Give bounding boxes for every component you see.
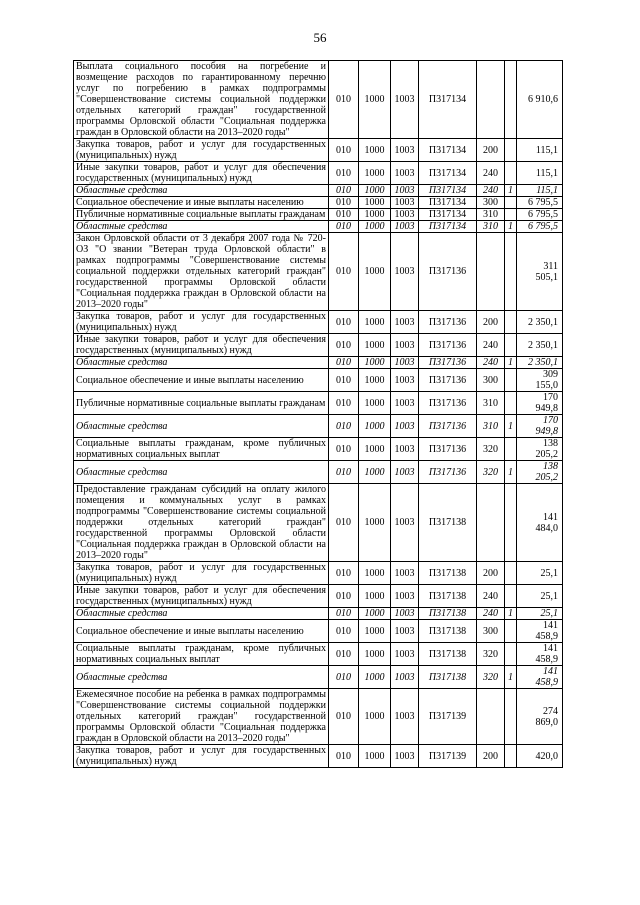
row-expense-type-cell: 310	[477, 221, 505, 233]
row-expense-type-cell: 320	[477, 666, 505, 689]
row-subsection-code-cell: 1003	[391, 392, 419, 415]
row-section-code-cell: 1000	[359, 139, 391, 162]
row-target-article-cell: П317136	[419, 461, 477, 484]
row-subsection-code-cell: 1003	[391, 334, 419, 357]
row-name-cell: Социальное обеспечение и иные выплаты населению	[74, 620, 329, 643]
row-subsection-code-cell: 1003	[391, 608, 419, 620]
row-target-article-cell: П317139	[419, 689, 477, 745]
row-expense-type-cell: 200	[477, 311, 505, 334]
row-amount-cell: 2 350,1	[517, 334, 563, 357]
row-name-cell: Публичные нормативные социальные выплаты гражданам	[74, 209, 329, 221]
row-section-code-cell: 1000	[359, 311, 391, 334]
row-name-cell: Предоставление гражданам субсидий на оплату жилого помещения и коммунальных услуг в рамках подпрограммы "Совершенствование системы социальной поддержки отдельных категорий граждан" государственной программы Орловской области "Социальная поддержка граждан в Орловской области на 2013–2020 годы"	[74, 484, 329, 562]
row-name-cell: Областные средства	[74, 357, 329, 369]
row-target-article-cell: П317139	[419, 745, 477, 768]
row-subsection-code-cell: 1003	[391, 585, 419, 608]
row-section-code-cell: 1000	[359, 438, 391, 461]
row-name-cell: Закупка товаров, работ и услуг для государственных (муниципальных) нужд	[74, 139, 329, 162]
row-expense-type-cell: 240	[477, 357, 505, 369]
table-row	[74, 484, 563, 562]
row-subsection-code-cell: 1003	[391, 643, 419, 666]
row-expense-type-cell: 240	[477, 608, 505, 620]
row-source-cell	[505, 438, 517, 461]
table-row	[74, 61, 563, 139]
row-target-article-cell: П317136	[419, 334, 477, 357]
row-gr-code-cell: 010	[329, 438, 359, 461]
row-expense-type-cell: 300	[477, 620, 505, 643]
table-row	[74, 369, 563, 392]
row-gr-code-cell: 010	[329, 745, 359, 768]
row-gr-code-cell: 010	[329, 562, 359, 585]
row-target-article-cell: П317136	[419, 311, 477, 334]
row-source-cell	[505, 197, 517, 209]
table-row	[74, 643, 563, 666]
row-subsection-code-cell: 1003	[391, 415, 419, 438]
row-gr-code-cell: 010	[329, 185, 359, 197]
row-amount-cell: 170 949,8	[517, 392, 563, 415]
row-name-cell: Социальное обеспечение и иные выплаты населению	[74, 369, 329, 392]
row-gr-code-cell: 010	[329, 392, 359, 415]
row-expense-type-cell: 320	[477, 438, 505, 461]
row-target-article-cell: П317136	[419, 369, 477, 392]
table-row	[74, 334, 563, 357]
row-target-article-cell: П317138	[419, 620, 477, 643]
row-target-article-cell: П317134	[419, 197, 477, 209]
table-row	[74, 162, 563, 185]
row-amount-cell: 141 458,9	[517, 666, 563, 689]
page-number: 56	[313, 30, 327, 45]
row-gr-code-cell: 010	[329, 666, 359, 689]
row-amount-cell: 25,1	[517, 585, 563, 608]
row-subsection-code-cell: 1003	[391, 221, 419, 233]
row-expense-type-cell: 200	[477, 745, 505, 768]
row-name-cell: Социальное обеспечение и иные выплаты населению	[74, 197, 329, 209]
row-expense-type-cell: 300	[477, 369, 505, 392]
row-name-cell: Областные средства	[74, 415, 329, 438]
row-target-article-cell: П317136	[419, 415, 477, 438]
row-section-code-cell: 1000	[359, 209, 391, 221]
row-amount-cell: 115,1	[517, 139, 563, 162]
row-gr-code-cell: 010	[329, 311, 359, 334]
row-section-code-cell: 1000	[359, 185, 391, 197]
table-row	[74, 608, 563, 620]
row-section-code-cell: 1000	[359, 369, 391, 392]
row-expense-type-cell: 310	[477, 392, 505, 415]
row-amount-cell: 420,0	[517, 745, 563, 768]
row-amount-cell: 311 505,1	[517, 233, 563, 311]
row-subsection-code-cell: 1003	[391, 438, 419, 461]
row-gr-code-cell: 010	[329, 369, 359, 392]
row-source-cell: 1	[505, 608, 517, 620]
row-amount-cell: 6 910,6	[517, 61, 563, 139]
row-source-cell	[505, 162, 517, 185]
table-row	[74, 139, 563, 162]
row-expense-type-cell: 240	[477, 585, 505, 608]
row-section-code-cell: 1000	[359, 357, 391, 369]
row-gr-code-cell: 010	[329, 233, 359, 311]
row-section-code-cell: 1000	[359, 666, 391, 689]
row-name-cell: Социальные выплаты гражданам, кроме публичных нормативных социальных выплат	[74, 643, 329, 666]
table-row	[74, 689, 563, 745]
row-source-cell: 1	[505, 666, 517, 689]
row-gr-code-cell: 010	[329, 608, 359, 620]
row-source-cell: 1	[505, 415, 517, 438]
row-subsection-code-cell: 1003	[391, 620, 419, 643]
row-expense-type-cell: 200	[477, 139, 505, 162]
row-section-code-cell: 1000	[359, 585, 391, 608]
row-subsection-code-cell: 1003	[391, 562, 419, 585]
row-source-cell: 1	[505, 221, 517, 233]
row-name-cell: Социальные выплаты гражданам, кроме публичных нормативных социальных выплат	[74, 438, 329, 461]
row-amount-cell: 170 949,8	[517, 415, 563, 438]
row-expense-type-cell: 240	[477, 162, 505, 185]
row-name-cell: Иные закупки товаров, работ и услуг для обеспечения государственных (муниципальных) нужд	[74, 334, 329, 357]
row-source-cell	[505, 369, 517, 392]
row-section-code-cell: 1000	[359, 620, 391, 643]
row-section-code-cell: 1000	[359, 643, 391, 666]
row-name-cell: Иные закупки товаров, работ и услуг для обеспечения государственных (муниципальных) нужд	[74, 585, 329, 608]
row-expense-type-cell: 310	[477, 415, 505, 438]
row-amount-cell: 138 205,2	[517, 438, 563, 461]
row-target-article-cell: П317134	[419, 139, 477, 162]
row-amount-cell: 141 458,9	[517, 620, 563, 643]
row-source-cell	[505, 392, 517, 415]
row-source-cell	[505, 311, 517, 334]
row-name-cell: Областные средства	[74, 608, 329, 620]
table-row	[74, 221, 563, 233]
row-target-article-cell: П317134	[419, 185, 477, 197]
row-amount-cell: 25,1	[517, 562, 563, 585]
row-section-code-cell: 1000	[359, 415, 391, 438]
row-target-article-cell: П317134	[419, 162, 477, 185]
table-row	[74, 233, 563, 311]
row-gr-code-cell: 010	[329, 61, 359, 139]
row-source-cell: 1	[505, 185, 517, 197]
table-row	[74, 209, 563, 221]
row-source-cell	[505, 61, 517, 139]
row-gr-code-cell: 010	[329, 585, 359, 608]
row-name-cell: Выплата социального пособия на погребение и возмещение расходов по гарантированному перечню услуг по погребению в рамках подпрограммы "Совершенствование системы социальной поддержки отдельных категорий граждан" государственной программы Орловской области "Социальная поддержка граждан в Орловской области на 2013–2020 годы"	[74, 61, 329, 139]
row-source-cell	[505, 484, 517, 562]
row-subsection-code-cell: 1003	[391, 745, 419, 768]
row-section-code-cell: 1000	[359, 197, 391, 209]
table-row	[74, 461, 563, 484]
row-name-cell: Областные средства	[74, 461, 329, 484]
row-subsection-code-cell: 1003	[391, 197, 419, 209]
row-gr-code-cell: 010	[329, 334, 359, 357]
row-name-cell: Закон Орловской области от 3 декабря 2007 года № 720-ОЗ "О звании "Ветеран труда Орловской области" в рамках подпрограммы "Совершенствование системы социальной поддержки отдельных категорий граждан" государственной программы Орловской области "Социальная поддержка граждан в Орловской области на 2013–2020 годы"	[74, 233, 329, 311]
row-section-code-cell: 1000	[359, 221, 391, 233]
row-target-article-cell: П317136	[419, 357, 477, 369]
row-expense-type-cell: 240	[477, 334, 505, 357]
row-amount-cell: 309 155,0	[517, 369, 563, 392]
row-section-code-cell: 1000	[359, 162, 391, 185]
row-expense-type-cell: 320	[477, 461, 505, 484]
row-name-cell: Областные средства	[74, 666, 329, 689]
row-section-code-cell: 1000	[359, 461, 391, 484]
table-row	[74, 357, 563, 369]
row-name-cell: Публичные нормативные социальные выплаты гражданам	[74, 392, 329, 415]
row-name-cell: Областные средства	[74, 185, 329, 197]
table-row	[74, 745, 563, 768]
table-row	[74, 666, 563, 689]
table-row	[74, 185, 563, 197]
row-amount-cell: 274 869,0	[517, 689, 563, 745]
row-expense-type-cell	[477, 689, 505, 745]
row-expense-type-cell	[477, 233, 505, 311]
row-source-cell	[505, 745, 517, 768]
row-amount-cell: 138 205,2	[517, 461, 563, 484]
row-name-cell: Областные средства	[74, 221, 329, 233]
row-subsection-code-cell: 1003	[391, 311, 419, 334]
table-row	[74, 392, 563, 415]
row-gr-code-cell: 010	[329, 484, 359, 562]
row-gr-code-cell: 010	[329, 415, 359, 438]
row-gr-code-cell: 010	[329, 162, 359, 185]
row-target-article-cell: П317138	[419, 585, 477, 608]
row-subsection-code-cell: 1003	[391, 139, 419, 162]
row-section-code-cell: 1000	[359, 233, 391, 311]
row-expense-type-cell: 310	[477, 209, 505, 221]
row-source-cell	[505, 209, 517, 221]
row-target-article-cell: П317138	[419, 643, 477, 666]
row-source-cell	[505, 620, 517, 643]
row-name-cell: Ежемесячное пособие на ребенка в рамках подпрограммы "Совершенствование системы социальной поддержки отдельных категорий граждан" государственной программы Орловской области "Социальная поддержка граждан в Орловской области на 2013–2020 годы"	[74, 689, 329, 745]
row-subsection-code-cell: 1003	[391, 61, 419, 139]
row-gr-code-cell: 010	[329, 461, 359, 484]
row-section-code-cell: 1000	[359, 745, 391, 768]
row-expense-type-cell	[477, 61, 505, 139]
row-section-code-cell: 1000	[359, 334, 391, 357]
row-source-cell: 1	[505, 461, 517, 484]
row-amount-cell: 115,1	[517, 185, 563, 197]
row-source-cell	[505, 562, 517, 585]
row-subsection-code-cell: 1003	[391, 461, 419, 484]
row-target-article-cell: П317136	[419, 233, 477, 311]
row-subsection-code-cell: 1003	[391, 162, 419, 185]
row-section-code-cell: 1000	[359, 689, 391, 745]
row-target-article-cell: П317136	[419, 438, 477, 461]
row-gr-code-cell: 010	[329, 620, 359, 643]
row-target-article-cell: П317136	[419, 392, 477, 415]
row-amount-cell: 141 458,9	[517, 643, 563, 666]
row-amount-cell: 6 795,5	[517, 209, 563, 221]
row-amount-cell: 2 350,1	[517, 311, 563, 334]
row-expense-type-cell: 240	[477, 185, 505, 197]
row-target-article-cell: П317134	[419, 221, 477, 233]
row-gr-code-cell: 010	[329, 221, 359, 233]
row-gr-code-cell: 010	[329, 209, 359, 221]
table-row	[74, 311, 563, 334]
row-source-cell	[505, 139, 517, 162]
row-expense-type-cell: 300	[477, 197, 505, 209]
row-subsection-code-cell: 1003	[391, 484, 419, 562]
table-row	[74, 415, 563, 438]
table-row	[74, 438, 563, 461]
row-name-cell: Иные закупки товаров, работ и услуг для обеспечения государственных (муниципальных) нужд	[74, 162, 329, 185]
row-name-cell: Закупка товаров, работ и услуг для государственных (муниципальных) нужд	[74, 562, 329, 585]
row-amount-cell: 25,1	[517, 608, 563, 620]
row-section-code-cell: 1000	[359, 392, 391, 415]
row-amount-cell: 2 350,1	[517, 357, 563, 369]
row-subsection-code-cell: 1003	[391, 209, 419, 221]
table-row	[74, 562, 563, 585]
row-gr-code-cell: 010	[329, 197, 359, 209]
row-gr-code-cell: 010	[329, 643, 359, 666]
row-target-article-cell: П317138	[419, 608, 477, 620]
row-amount-cell: 141 484,0	[517, 484, 563, 562]
row-target-article-cell: П317138	[419, 484, 477, 562]
table-row	[74, 620, 563, 643]
row-gr-code-cell: 010	[329, 139, 359, 162]
row-source-cell	[505, 689, 517, 745]
row-target-article-cell: П317138	[419, 562, 477, 585]
row-gr-code-cell: 010	[329, 357, 359, 369]
table-row	[74, 197, 563, 209]
table-row	[74, 585, 563, 608]
row-subsection-code-cell: 1003	[391, 357, 419, 369]
row-name-cell: Закупка товаров, работ и услуг для государственных (муниципальных) нужд	[74, 311, 329, 334]
row-section-code-cell: 1000	[359, 562, 391, 585]
row-target-article-cell: П317134	[419, 61, 477, 139]
row-subsection-code-cell: 1003	[391, 369, 419, 392]
row-source-cell	[505, 585, 517, 608]
row-section-code-cell: 1000	[359, 61, 391, 139]
row-target-article-cell: П317138	[419, 666, 477, 689]
row-expense-type-cell: 320	[477, 643, 505, 666]
row-subsection-code-cell: 1003	[391, 666, 419, 689]
row-target-article-cell: П317134	[419, 209, 477, 221]
row-source-cell: 1	[505, 357, 517, 369]
row-section-code-cell: 1000	[359, 484, 391, 562]
row-amount-cell: 115,1	[517, 162, 563, 185]
budget-table	[73, 60, 563, 768]
row-amount-cell: 6 795,5	[517, 221, 563, 233]
row-source-cell	[505, 334, 517, 357]
row-subsection-code-cell: 1003	[391, 185, 419, 197]
row-source-cell	[505, 643, 517, 666]
row-expense-type-cell: 200	[477, 562, 505, 585]
row-gr-code-cell: 010	[329, 689, 359, 745]
row-source-cell	[505, 233, 517, 311]
row-subsection-code-cell: 1003	[391, 689, 419, 745]
row-amount-cell: 6 795,5	[517, 197, 563, 209]
row-name-cell: Закупка товаров, работ и услуг для государственных (муниципальных) нужд	[74, 745, 329, 768]
row-subsection-code-cell: 1003	[391, 233, 419, 311]
row-expense-type-cell	[477, 484, 505, 562]
row-section-code-cell: 1000	[359, 608, 391, 620]
